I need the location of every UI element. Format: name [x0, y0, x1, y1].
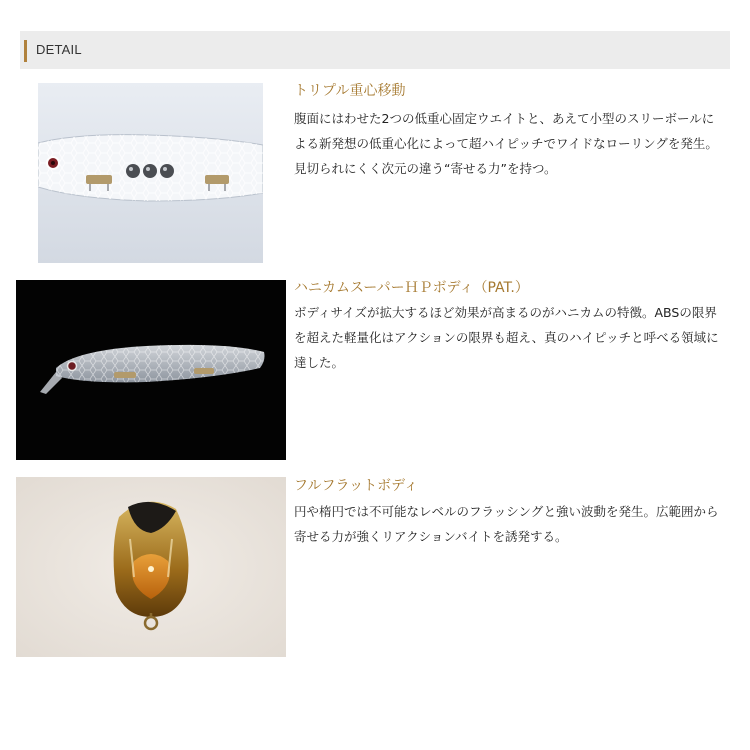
section-body-triple-weight: 腹面にはわせた2つの低重心固定ウエイトと、あえて小型のスリーボールによる新発想の低重心化によって超ハイピッチでワイドなローリングを発生。見切られにくく次元の違う“寄せる力”を持つ。: [294, 111, 718, 176]
section-title-honeycomb: ハニカムスーパーＨＰボディ（PAT.）: [294, 280, 529, 296]
header-accent-bar: [24, 40, 27, 62]
detail-header: [20, 31, 730, 69]
section-body-honeycomb: ボディサイズが拡大するほど効果が高まるのがハニカムの特徴。ABSの限界を超えた軽量化はアクションの限界も超え、真のハイピッチと呼べる領域に達した。: [294, 305, 719, 370]
full-flat-body-photo: [16, 477, 286, 657]
section-body-full-flat: 円や楕円では不可能なレベルのフラッシングと強い波動を発生。広範囲から寄せる力が強くリアクションバイトを誘発する。: [294, 504, 719, 544]
triple-weight-photo: [38, 83, 263, 263]
header-title: DETAIL: [36, 42, 82, 57]
section-title-triple-weight: トリプル重心移動: [294, 83, 406, 99]
honeycomb-body-photo: [16, 280, 286, 460]
section-title-full-flat: フルフラットボディ: [294, 478, 419, 494]
